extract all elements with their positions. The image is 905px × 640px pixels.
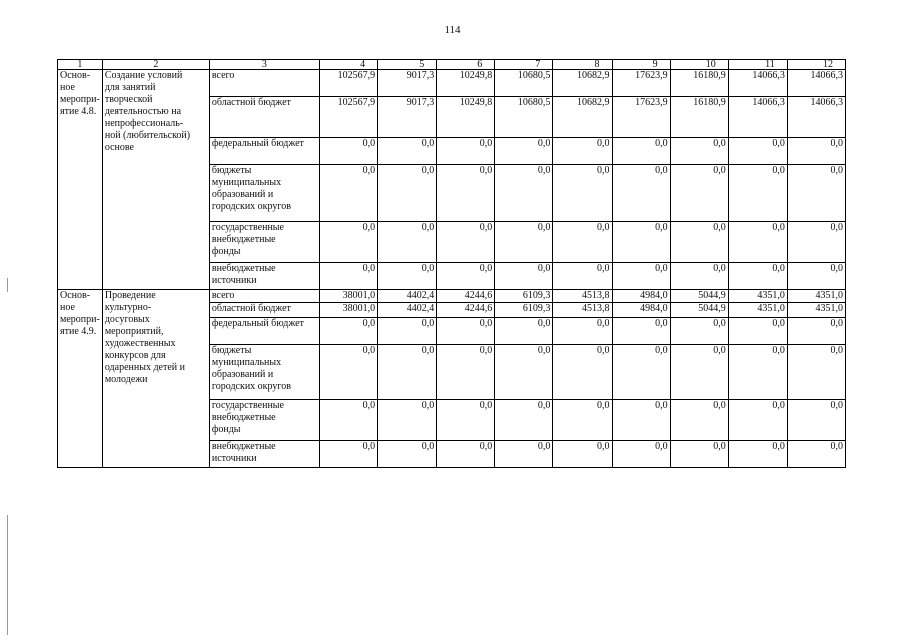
amount-cell: 0,0 <box>495 165 553 222</box>
amount-cell: 6109,3 <box>495 303 553 318</box>
amount-cell: 0,0 <box>495 400 553 441</box>
funding-source <box>209 400 319 441</box>
text-line: муниципальных <box>211 357 282 368</box>
amount-cell: 0,0 <box>495 441 553 468</box>
amount-cell: 4351,0 <box>787 303 845 318</box>
activity-name <box>58 70 103 290</box>
text-line: бюджеты <box>211 345 252 356</box>
text-line: федеральный бюджет <box>211 138 304 149</box>
scan-margin-mark <box>7 515 8 635</box>
scan-margin-mark <box>7 278 8 292</box>
amount-cell: 102567,9 <box>319 97 377 138</box>
column-number: 3 <box>209 60 319 70</box>
column-number: 7 <box>495 60 553 70</box>
amount-cell: 5044,9 <box>670 290 728 303</box>
amount-cell: 4351,0 <box>728 303 787 318</box>
amount-cell: 38001,0 <box>319 303 377 318</box>
text-line: мероприятий, <box>104 326 164 337</box>
text-line: досуговых <box>104 314 150 325</box>
amount-cell: 0,0 <box>612 263 670 290</box>
amount-cell: 0,0 <box>495 318 553 345</box>
amount-cell: 0,0 <box>612 222 670 263</box>
activity-description <box>102 290 209 468</box>
amount-cell: 0,0 <box>378 318 437 345</box>
page-number: 114 <box>444 24 461 36</box>
text-line: городских округов <box>211 201 291 212</box>
text-line: городских округов <box>211 381 291 392</box>
text-line: фонды <box>211 246 241 257</box>
amount-cell: 0,0 <box>787 400 845 441</box>
amount-cell: 38001,0 <box>319 290 377 303</box>
amount-cell: 0,0 <box>553 165 612 222</box>
amount-cell: 0,0 <box>437 222 495 263</box>
text-line: непрофессиональ- <box>104 118 184 129</box>
amount-cell: 0,0 <box>437 441 495 468</box>
amount-cell: 10680,5 <box>495 70 553 97</box>
amount-cell: 0,0 <box>437 400 495 441</box>
amount-cell: 10680,5 <box>495 97 553 138</box>
text-line: Основ- <box>60 70 91 81</box>
text-line: бюджеты <box>211 165 252 176</box>
text-line: культурно- <box>104 302 152 313</box>
amount-cell: 0,0 <box>728 318 787 345</box>
amount-cell: 4351,0 <box>787 290 845 303</box>
amount-cell: 16180,9 <box>670 97 728 138</box>
amount-cell: 0,0 <box>553 138 612 165</box>
text-line: государственные <box>211 400 284 411</box>
amount-cell: 17623,9 <box>612 70 670 97</box>
amount-cell: 0,0 <box>378 441 437 468</box>
amount-cell: 9017,3 <box>378 70 437 97</box>
table-row <box>58 70 846 97</box>
activity-name <box>58 290 103 468</box>
text-line: Проведение <box>104 290 156 301</box>
text-line: основе <box>104 142 134 153</box>
amount-cell: 4402,4 <box>378 303 437 318</box>
amount-cell: 4984,0 <box>612 290 670 303</box>
text-line: государственные <box>211 222 284 233</box>
text-line: внебюджетные <box>211 263 276 274</box>
amount-cell: 0,0 <box>495 263 553 290</box>
column-number: 5 <box>378 60 437 70</box>
text-line: областной бюджет <box>211 97 291 108</box>
text-line: Создание условий <box>104 70 183 81</box>
text-line: творческой <box>104 94 153 105</box>
amount-cell: 0,0 <box>378 263 437 290</box>
amount-cell: 0,0 <box>553 318 612 345</box>
amount-cell: 0,0 <box>787 165 845 222</box>
amount-cell: 0,0 <box>553 263 612 290</box>
amount-cell: 0,0 <box>437 345 495 400</box>
column-number: 8 <box>553 60 612 70</box>
funding-source <box>209 138 319 165</box>
amount-cell: 0,0 <box>670 263 728 290</box>
text-line: ное <box>60 82 75 93</box>
amount-cell: 14066,3 <box>787 97 845 138</box>
amount-cell: 0,0 <box>612 165 670 222</box>
amount-cell: 4244,6 <box>437 290 495 303</box>
amount-cell: 0,0 <box>319 400 377 441</box>
amount-cell: 4984,0 <box>612 303 670 318</box>
amount-cell: 0,0 <box>319 138 377 165</box>
amount-cell: 16180,9 <box>670 70 728 97</box>
budget-table <box>57 59 846 468</box>
amount-cell: 0,0 <box>553 222 612 263</box>
amount-cell: 0,0 <box>319 345 377 400</box>
amount-cell: 0,0 <box>437 165 495 222</box>
text-line: ятие 4.8. <box>60 106 97 117</box>
amount-cell: 0,0 <box>319 263 377 290</box>
text-line: муниципальных <box>211 177 282 188</box>
column-number: 9 <box>612 60 670 70</box>
column-number: 12 <box>787 60 845 70</box>
amount-cell: 0,0 <box>728 138 787 165</box>
text-line: одаренных детей и <box>104 362 185 373</box>
amount-cell: 0,0 <box>670 165 728 222</box>
text-line: для занятий <box>104 82 156 93</box>
activity-description <box>102 70 209 290</box>
funding-source <box>209 263 319 290</box>
amount-cell: 10682,9 <box>553 70 612 97</box>
text-line: областной бюджет <box>211 303 291 314</box>
text-line: меропри- <box>60 94 100 105</box>
text-line: ное <box>60 302 75 313</box>
text-line: художественных <box>104 338 176 349</box>
column-number: 6 <box>437 60 495 70</box>
amount-cell: 0,0 <box>319 318 377 345</box>
amount-cell: 0,0 <box>437 138 495 165</box>
amount-cell: 0,0 <box>670 345 728 400</box>
column-number: 4 <box>319 60 377 70</box>
amount-cell: 0,0 <box>319 222 377 263</box>
amount-cell: 0,0 <box>437 263 495 290</box>
funding-source <box>209 165 319 222</box>
amount-cell: 10682,9 <box>553 97 612 138</box>
column-number: 2 <box>102 60 209 70</box>
amount-cell: 5044,9 <box>670 303 728 318</box>
amount-cell: 0,0 <box>553 441 612 468</box>
amount-cell: 4513,8 <box>553 303 612 318</box>
text-line: образований и <box>211 369 274 380</box>
amount-cell: 4402,4 <box>378 290 437 303</box>
amount-cell: 0,0 <box>670 222 728 263</box>
amount-cell: 6109,3 <box>495 290 553 303</box>
text-line: источники <box>211 453 257 464</box>
amount-cell: 0,0 <box>728 222 787 263</box>
text-line: меропри- <box>60 314 100 325</box>
text-line: деятельностью на <box>104 106 182 117</box>
amount-cell: 0,0 <box>787 222 845 263</box>
amount-cell: 0,0 <box>728 263 787 290</box>
amount-cell: 0,0 <box>612 138 670 165</box>
amount-cell: 0,0 <box>728 400 787 441</box>
text-line: источники <box>211 275 257 286</box>
amount-cell: 0,0 <box>378 138 437 165</box>
amount-cell: 0,0 <box>612 318 670 345</box>
amount-cell: 4351,0 <box>728 290 787 303</box>
amount-cell: 0,0 <box>319 441 377 468</box>
amount-cell: 4244,6 <box>437 303 495 318</box>
amount-cell: 0,0 <box>378 345 437 400</box>
amount-cell: 0,0 <box>728 345 787 400</box>
amount-cell: 0,0 <box>728 165 787 222</box>
amount-cell: 0,0 <box>670 400 728 441</box>
amount-cell: 0,0 <box>787 318 845 345</box>
amount-cell: 0,0 <box>495 138 553 165</box>
amount-cell: 14066,3 <box>728 70 787 97</box>
amount-cell: 102567,9 <box>319 70 377 97</box>
amount-cell: 17623,9 <box>612 97 670 138</box>
funding-source <box>209 441 319 468</box>
amount-cell: 0,0 <box>495 222 553 263</box>
text-line: всего <box>211 70 235 81</box>
text-line: Основ- <box>60 290 91 301</box>
amount-cell: 0,0 <box>378 222 437 263</box>
column-number: 1 <box>58 60 103 70</box>
funding-source <box>209 318 319 345</box>
amount-cell: 14066,3 <box>787 70 845 97</box>
amount-cell: 4513,8 <box>553 290 612 303</box>
amount-cell: 0,0 <box>495 345 553 400</box>
amount-cell: 0,0 <box>787 263 845 290</box>
funding-source <box>209 222 319 263</box>
amount-cell: 0,0 <box>319 165 377 222</box>
text-line: конкурсов для <box>104 350 166 361</box>
amount-cell: 0,0 <box>670 318 728 345</box>
amount-cell: 0,0 <box>612 441 670 468</box>
amount-cell: 0,0 <box>553 345 612 400</box>
column-number: 11 <box>728 60 787 70</box>
amount-cell: 0,0 <box>787 138 845 165</box>
text-line: молодежи <box>104 374 148 385</box>
amount-cell: 0,0 <box>787 345 845 400</box>
amount-cell: 10249,8 <box>437 97 495 138</box>
amount-cell: 0,0 <box>670 138 728 165</box>
amount-cell: 0,0 <box>437 318 495 345</box>
text-line: образований и <box>211 189 274 200</box>
amount-cell: 0,0 <box>728 441 787 468</box>
text-line: всего <box>211 290 235 301</box>
amount-cell: 10249,8 <box>437 70 495 97</box>
text-line: внебюджетные <box>211 412 276 423</box>
text-line: ятие 4.9. <box>60 326 97 337</box>
funding-source <box>209 290 319 303</box>
amount-cell: 0,0 <box>378 165 437 222</box>
amount-cell: 0,0 <box>612 345 670 400</box>
amount-cell: 0,0 <box>378 400 437 441</box>
table-row <box>58 290 846 303</box>
funding-source <box>209 97 319 138</box>
amount-cell: 0,0 <box>612 400 670 441</box>
funding-source <box>209 70 319 97</box>
text-line: федеральный бюджет <box>211 318 304 329</box>
amount-cell: 0,0 <box>553 400 612 441</box>
column-number: 10 <box>670 60 728 70</box>
text-line: внебюджетные <box>211 441 276 452</box>
amount-cell: 0,0 <box>670 441 728 468</box>
text-line: внебюджетные <box>211 234 276 245</box>
funding-source <box>209 303 319 318</box>
amount-cell: 0,0 <box>787 441 845 468</box>
amount-cell: 9017,3 <box>378 97 437 138</box>
amount-cell: 14066,3 <box>728 97 787 138</box>
text-line: фонды <box>211 424 241 435</box>
header-row <box>58 60 846 70</box>
funding-source <box>209 345 319 400</box>
text-line: ной (любительской) <box>104 130 191 141</box>
